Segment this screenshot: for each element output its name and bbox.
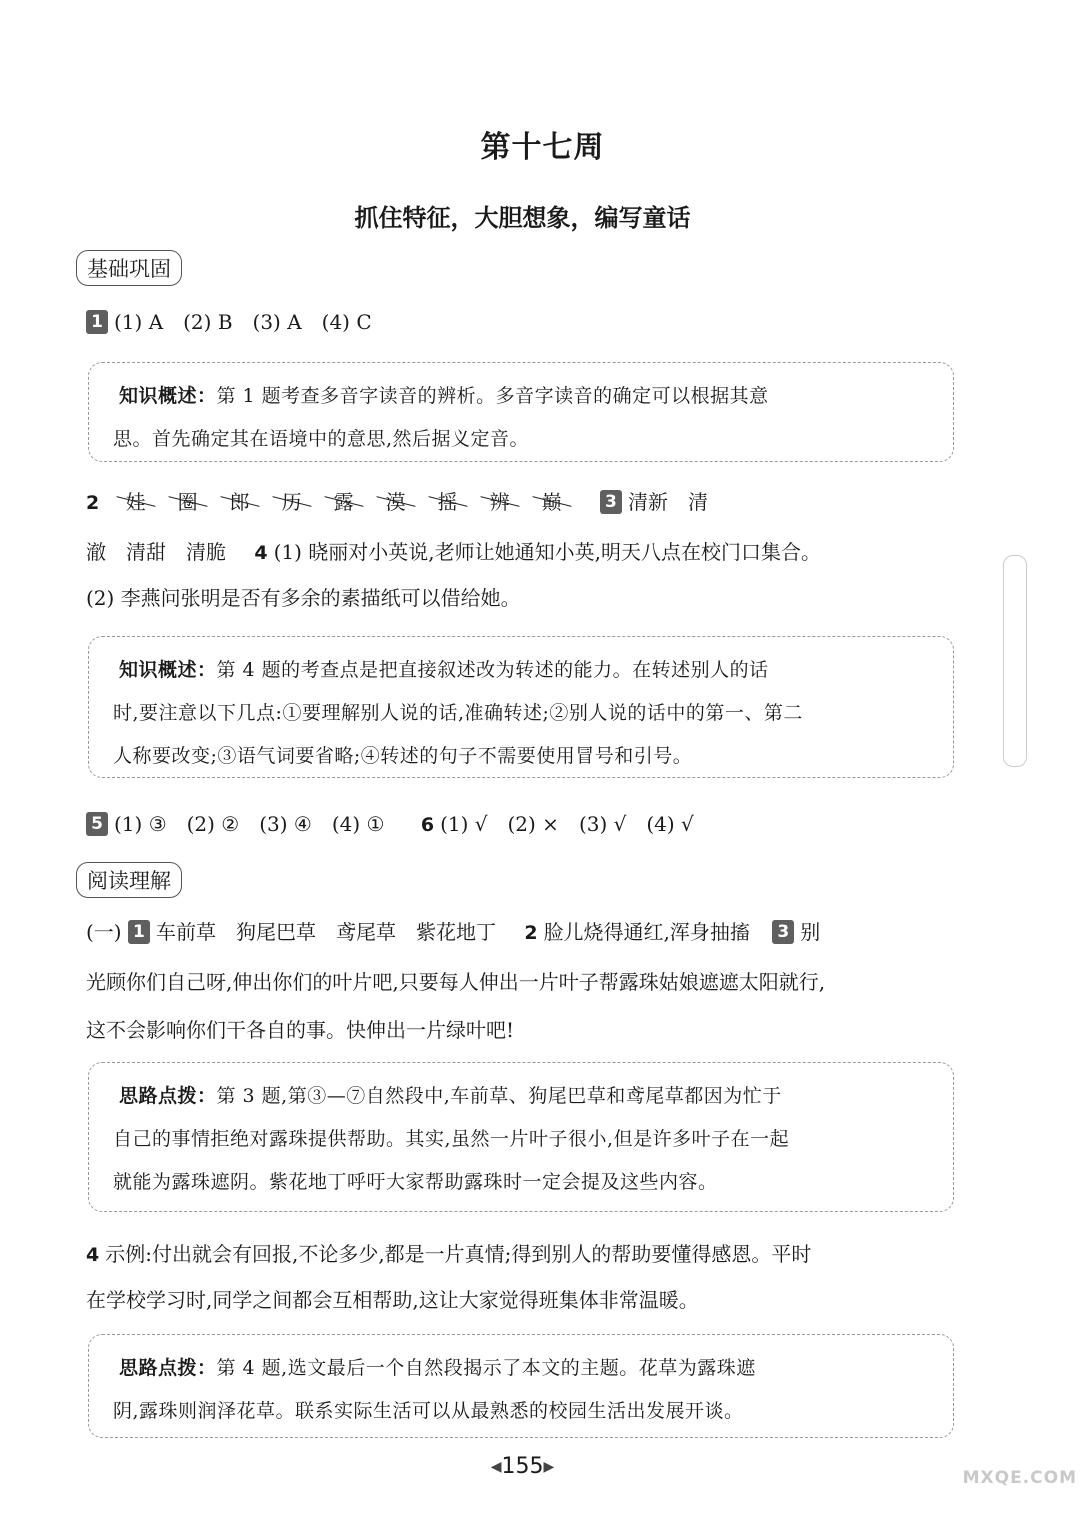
- q2-word: 露: [334, 486, 354, 515]
- q4-text-a: (1) 晓丽对小英说,老师让她通知小英,明天八点在校门口集合。: [273, 540, 821, 564]
- page-number: [0, 1454, 1045, 1479]
- r3-text-c: 这不会影响你们干各自的事。快伸出一片绿叶吧!: [86, 1018, 515, 1042]
- note1-line1: 第 1 题考查多音字读音的辨析。多音字读音的确定可以根据其意: [216, 385, 769, 407]
- note-thinking-3: [88, 1062, 954, 1212]
- reading-answer-1-3: [86, 916, 820, 945]
- answer-q5-q6: [86, 808, 694, 837]
- answer-q3-q4: [86, 536, 821, 565]
- r2-text: 脸儿烧得通红,浑身抽搐: [543, 920, 750, 944]
- note2-line1: 第 4 题的考查点是把直接叙述改为转述的能力。在转述别人的话: [216, 659, 769, 681]
- note3-label: 思路点拨：: [119, 1085, 217, 1107]
- q2-word: 巅: [542, 486, 562, 515]
- q1-number: 1: [86, 310, 108, 334]
- note4-line1: 第 4 题,选文最后一个自然段揭示了本文的主题。花草为露珠遮: [216, 1357, 756, 1379]
- reading-prefix: (一): [86, 920, 122, 944]
- reading-answer-4: [86, 1238, 811, 1267]
- q1-text: (1) A (2) B (3) A (4) C: [114, 310, 372, 334]
- note3-line1: 第 3 题,第③—⑦自然段中,车前草、狗尾巴草和鸢尾草都因为忙于: [216, 1085, 782, 1107]
- q3-text-a: 清新 清: [627, 490, 708, 514]
- section-tag-basic: 基础巩固: [76, 250, 182, 286]
- q2-word: 漠: [386, 486, 406, 515]
- note4-line2: 阴,露珠则润泽花草。联系实际生活可以从最熟悉的校园生活出发展开谈。: [113, 1400, 744, 1422]
- r1-number: 1: [128, 920, 150, 944]
- q5-text: (1) ③ (2) ② (3) ④ (4) ①: [114, 812, 385, 836]
- q2-word: 娃: [126, 486, 146, 515]
- q3-text-b: 澈 清甜 清脆: [86, 540, 226, 564]
- note1-label: 知识概述：: [119, 385, 217, 407]
- left-triangle-icon: ◀: [490, 1459, 502, 1475]
- note-thinking-4: [88, 1334, 954, 1438]
- note1-line2: 思。首先确定其在语境中的意思,然后据义定音。: [113, 428, 530, 450]
- answer-q1: [86, 306, 372, 335]
- page-subtitle: 抓住特征，大胆想象，编写童话: [354, 203, 691, 232]
- q5-number: 5: [86, 812, 108, 836]
- r3-number: 3: [772, 920, 794, 944]
- note3-line3: 就能为露珠遮阴。紫花地丁呼吁大家帮助露珠时一定会提及这些内容。: [113, 1171, 718, 1193]
- q6-text: (1) √ (2) × (3) √ (4) √: [440, 812, 694, 836]
- q2-number: 2: [86, 492, 100, 514]
- side-margin-tab: [1003, 555, 1027, 767]
- note2-label: 知识概述：: [119, 659, 217, 681]
- right-triangle-icon: ▶: [543, 1459, 555, 1475]
- section-tag-reading: 阅读理解: [76, 862, 182, 898]
- r1-text: 车前草 狗尾巴草 鸢尾草 紫花地丁: [155, 920, 496, 944]
- note3-line2: 自己的事情拒绝对露珠提供帮助。其实,虽然一片叶子很小,但是许多叶子在一起: [113, 1128, 790, 1150]
- q2-word: 圈: [178, 486, 198, 515]
- note4-label: 思路点拨：: [119, 1357, 217, 1379]
- page-title: 第十七周: [480, 130, 605, 165]
- r4-text-a: 示例:付出就会有回报,不论多少,都是一片真情;得到别人的帮助要懂得感恩。平时: [105, 1242, 812, 1266]
- note-knowledge-1: [88, 362, 954, 462]
- q2-word: 辨: [490, 486, 510, 515]
- q2-word: 摇: [438, 486, 458, 515]
- r3-text-a: 别: [800, 920, 821, 944]
- note2-line3: 人称要改变;③语气词要省略;④转述的句子不需要使用冒号和引号。: [113, 745, 693, 767]
- q2-word: 历: [282, 486, 302, 515]
- q6-number: 6: [420, 814, 435, 836]
- q2-word-list: [126, 490, 600, 514]
- q3-number: 3: [600, 490, 622, 514]
- page-number-text: 155: [501, 1454, 544, 1479]
- note2-line2: 时,要注意以下几点:①要理解别人说的话,准确转述;②别人说的话中的第一、第二: [113, 702, 803, 724]
- r4-number: 4: [86, 1244, 100, 1266]
- note-knowledge-2: [88, 636, 954, 778]
- q4-number: 4: [254, 542, 268, 564]
- r4-text-b: 在学校学习时,同学之间都会互相帮助,这让大家觉得班集体非常温暖。: [86, 1288, 699, 1312]
- answer-q2-q3: [86, 486, 708, 515]
- r3-text-b: 光顾你们自己呀,伸出你们的叶片吧,只要每人伸出一片叶子帮露珠姑娘遮遮太阳就行,: [86, 970, 826, 994]
- r2-number: 2: [524, 922, 538, 944]
- q4-text-b: (2) 李燕问张明是否有多余的素描纸可以借给她。: [86, 586, 521, 610]
- q2-word: 郎: [230, 486, 250, 515]
- watermark: MXQE.COM: [962, 1468, 1077, 1488]
